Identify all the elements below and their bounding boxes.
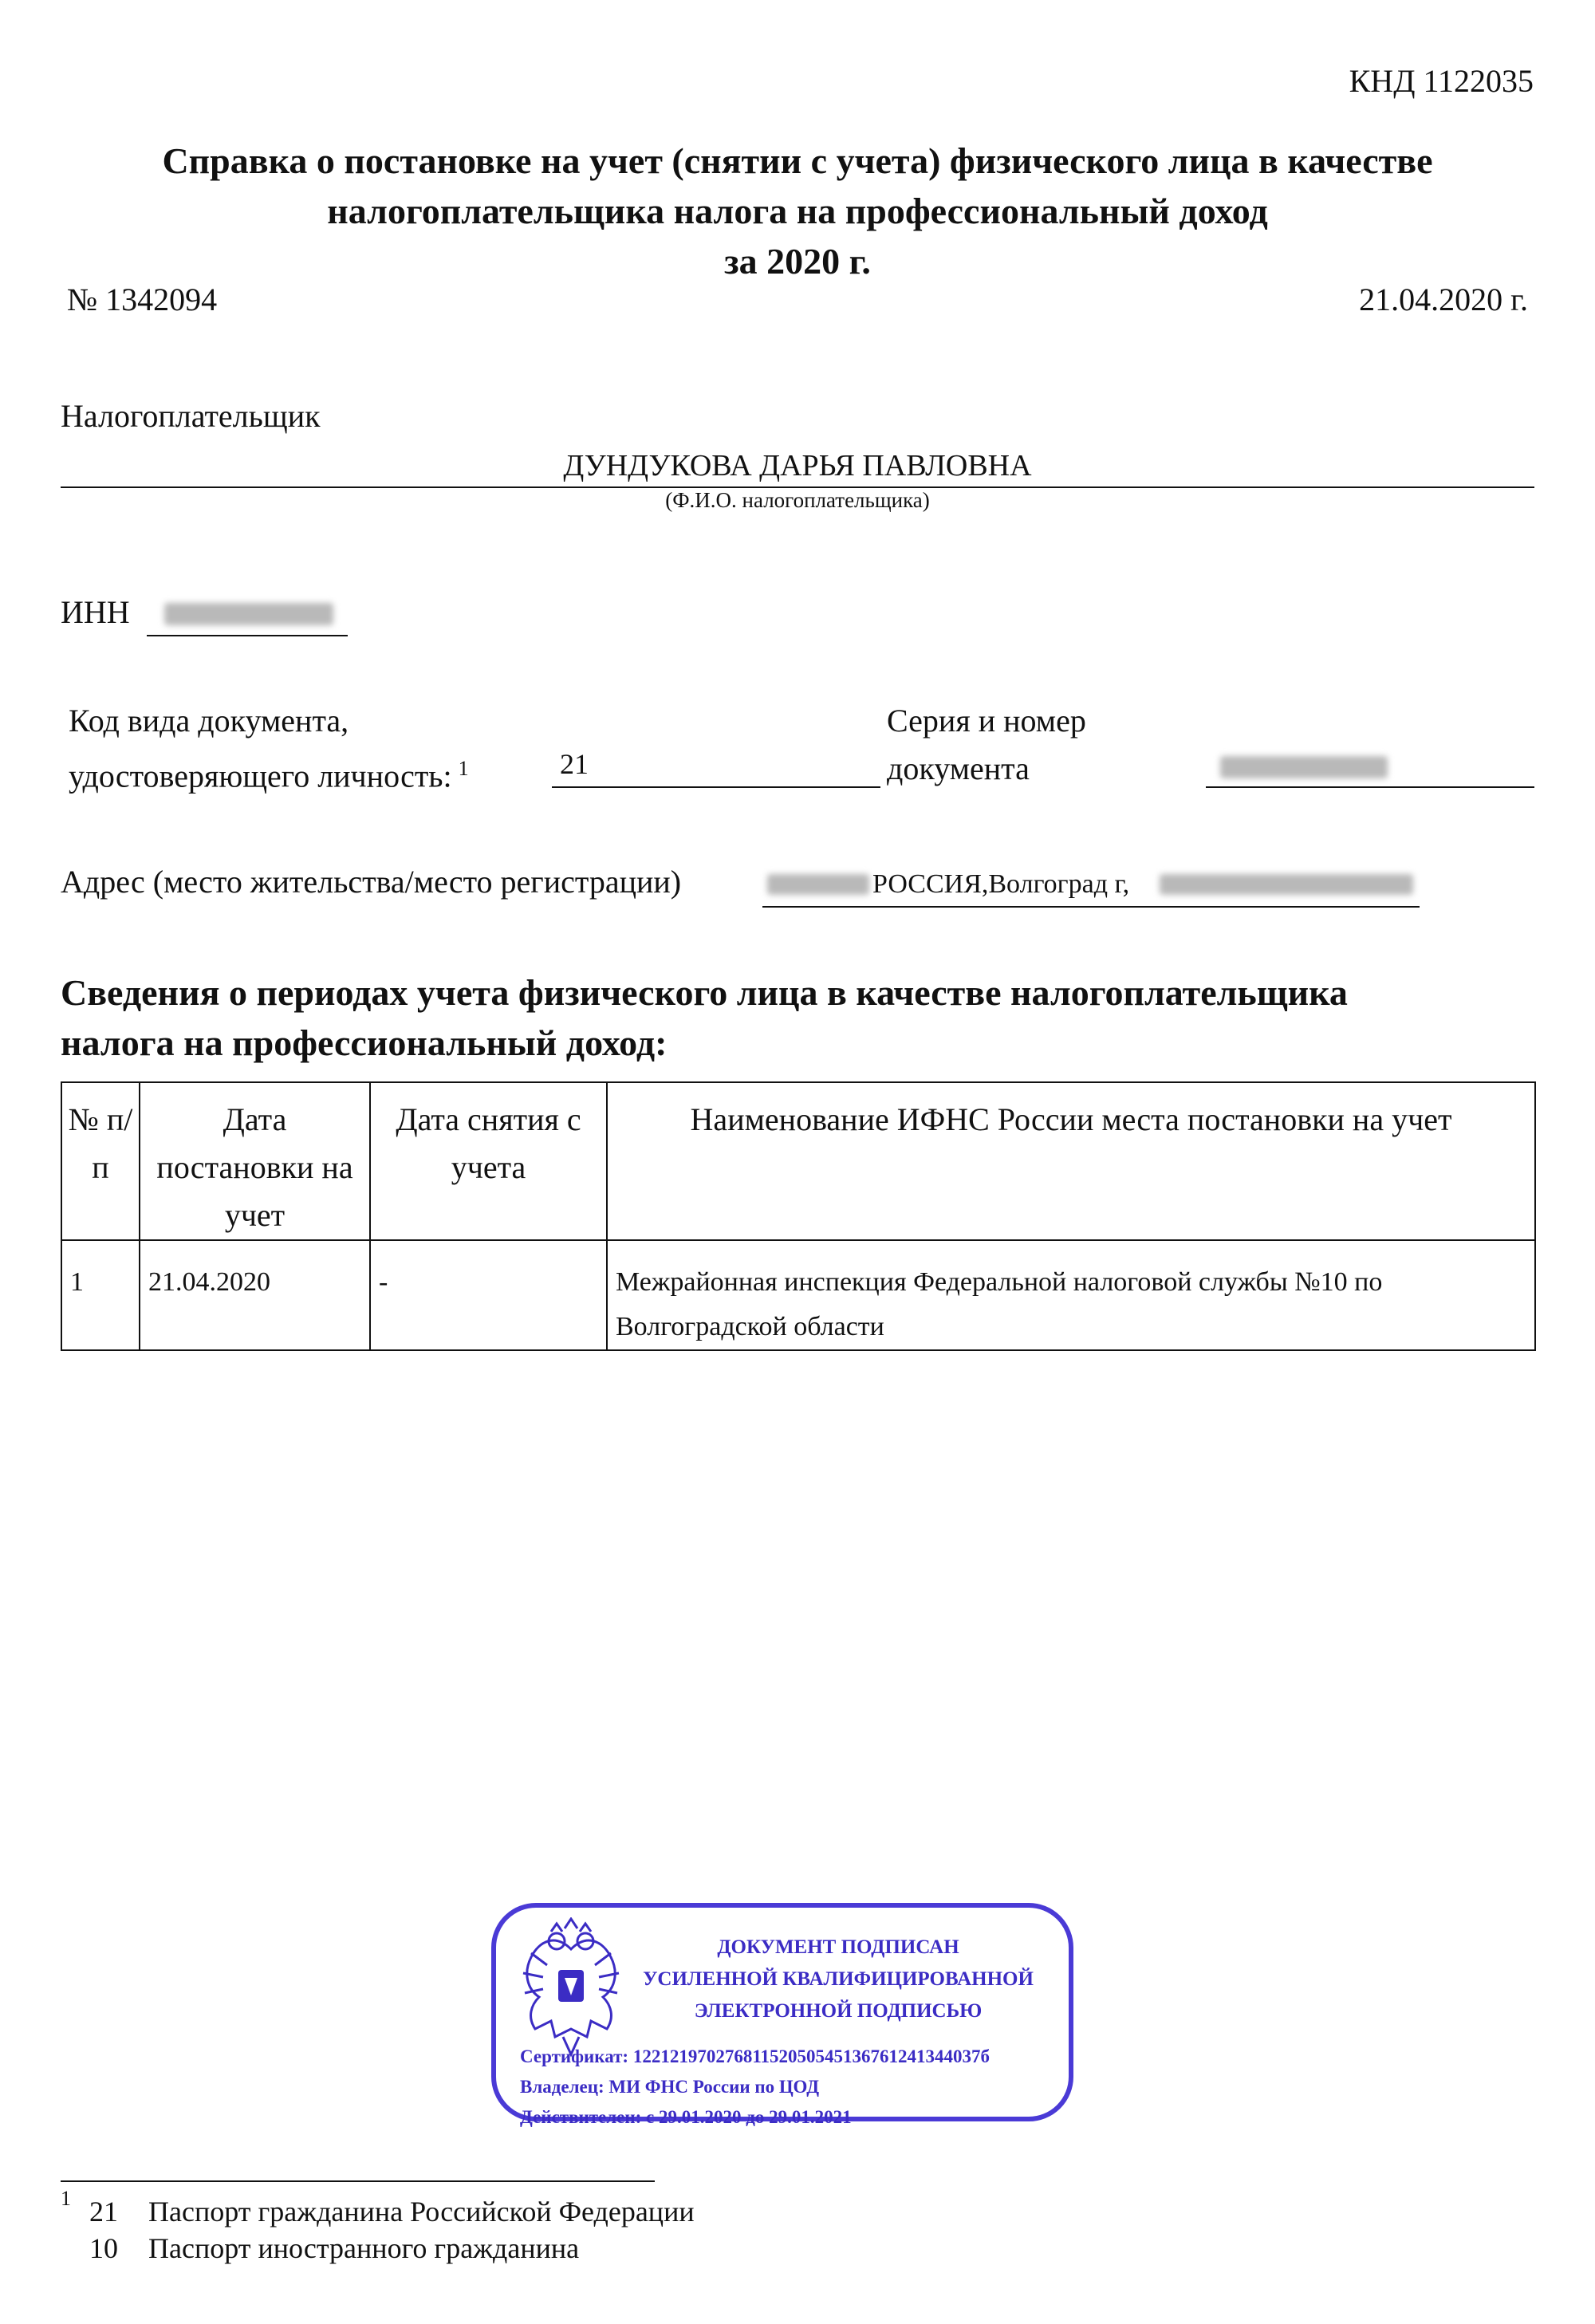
document-date: 21.04.2020 г. bbox=[1359, 282, 1528, 317]
taxpayer-name-field bbox=[61, 445, 1534, 488]
periods-heading bbox=[61, 967, 1348, 1068]
id-doc-type-label-line-2 bbox=[69, 745, 469, 800]
footnote-reference: 1 bbox=[458, 757, 469, 780]
cell-tax-office bbox=[607, 1240, 1535, 1350]
document-number: № 1342094 bbox=[67, 282, 218, 317]
id-doc-series-field bbox=[1206, 742, 1534, 788]
periods-heading-line-1: Сведения о периодах учета физического лица в качестве налогоплательщика bbox=[61, 972, 1348, 1013]
taxpayer-name-caption: (Ф.И.О. налогоплательщика) bbox=[665, 488, 930, 512]
table-header-row bbox=[61, 1082, 1535, 1240]
column-header-number: № п/п bbox=[61, 1082, 140, 1240]
address-visible-text: РОССИЯ,Волгоград г, bbox=[872, 869, 1130, 899]
id-doc-type-label-line-1: Код вида документа, bbox=[69, 703, 349, 739]
cell-registered: 21.04.2020 bbox=[140, 1240, 370, 1350]
id-doc-type-code: 21 bbox=[560, 748, 589, 780]
cell-deregistered: - bbox=[370, 1240, 607, 1350]
id-doc-series-redacted bbox=[1220, 756, 1388, 778]
footnote-1-code: 21 bbox=[89, 2196, 118, 2227]
footnote-1-text: Паспорт гражданина Российской Федерации bbox=[148, 2196, 695, 2227]
footnote-mark: 1 bbox=[61, 2187, 71, 2210]
id-doc-type-field bbox=[552, 742, 880, 788]
stamp-header-line-2: УСИЛЕННОЙ КВАЛИФИЦИРОВАННОЙ bbox=[643, 1968, 1034, 1990]
title-line-1: Справка о постановке на учет (снятии с учета) физического лица в качестве bbox=[162, 140, 1433, 181]
column-header-deregistered: Дата снятия с учета bbox=[370, 1082, 607, 1240]
stamp-header bbox=[616, 1932, 1061, 2027]
footnote-divider bbox=[61, 2180, 655, 2182]
address-street-redacted bbox=[1160, 874, 1413, 895]
inn-label: ИНН bbox=[61, 594, 130, 630]
address-postcode-redacted bbox=[767, 874, 869, 895]
id-doc-type-label bbox=[69, 697, 469, 800]
cell-number: 1 bbox=[61, 1240, 140, 1350]
id-doc-type-label-line-2-text: удостоверяющего личность: bbox=[69, 758, 452, 794]
address-field bbox=[762, 863, 1420, 908]
title-line-3: за 2020 г. bbox=[724, 241, 871, 282]
stamp-certificate: Сертификат: 12212197027681152050545136761241344037б bbox=[520, 2046, 990, 2066]
inn-value-redacted bbox=[164, 603, 333, 625]
cell-tax-office-line-2: Волгоградской области bbox=[616, 1312, 884, 1341]
column-header-tax-office: Наименование ИФНС России места постановки на учет bbox=[607, 1082, 1535, 1240]
stamp-info bbox=[520, 2042, 1061, 2133]
footnote-2-text: Паспорт иностранного гражданина bbox=[148, 2232, 580, 2264]
periods-table bbox=[61, 1081, 1536, 1351]
title-line-2: налогоплательщика налога на профессиональный доход bbox=[327, 191, 1268, 231]
inn-field bbox=[147, 592, 348, 636]
stamp-owner: Владелец: МИ ФНС России по ЦОД bbox=[520, 2077, 820, 2097]
taxpayer-name: ДУНДУКОВА ДАРЬЯ ПАВЛОВНА bbox=[563, 449, 1032, 483]
footnote-2-code: 10 bbox=[89, 2232, 118, 2264]
column-header-registered: Дата постановки на учет bbox=[140, 1082, 370, 1240]
cell-tax-office-line-1: Межрайонная инспекция Федеральной налоговой службы №10 по bbox=[616, 1267, 1383, 1297]
stamp-header-line-1: ДОКУМЕНТ ПОДПИСАН bbox=[717, 1936, 959, 1958]
id-doc-series-label-line-1: Серия и номер bbox=[887, 703, 1086, 739]
taxpayer-label: Налогоплательщик bbox=[61, 398, 321, 434]
id-doc-series-label bbox=[887, 697, 1086, 793]
document-title bbox=[48, 136, 1547, 286]
signature-stamp bbox=[491, 1903, 1073, 2127]
stamp-header-line-3: ЭЛЕКТРОННОЙ ПОДПИСЬЮ bbox=[694, 2000, 983, 2022]
periods-heading-line-2: налога на профессиональный доход: bbox=[61, 1022, 668, 1063]
table-row bbox=[61, 1240, 1535, 1350]
stamp-validity: Действителен: с 29.01.2020 до 29.01.2021 bbox=[520, 2107, 852, 2127]
address-label: Адрес (место жительства/место регистрации) bbox=[61, 864, 682, 900]
form-code: КНД 1122035 bbox=[1349, 63, 1534, 99]
id-doc-series-label-line-2: документа bbox=[887, 750, 1030, 786]
